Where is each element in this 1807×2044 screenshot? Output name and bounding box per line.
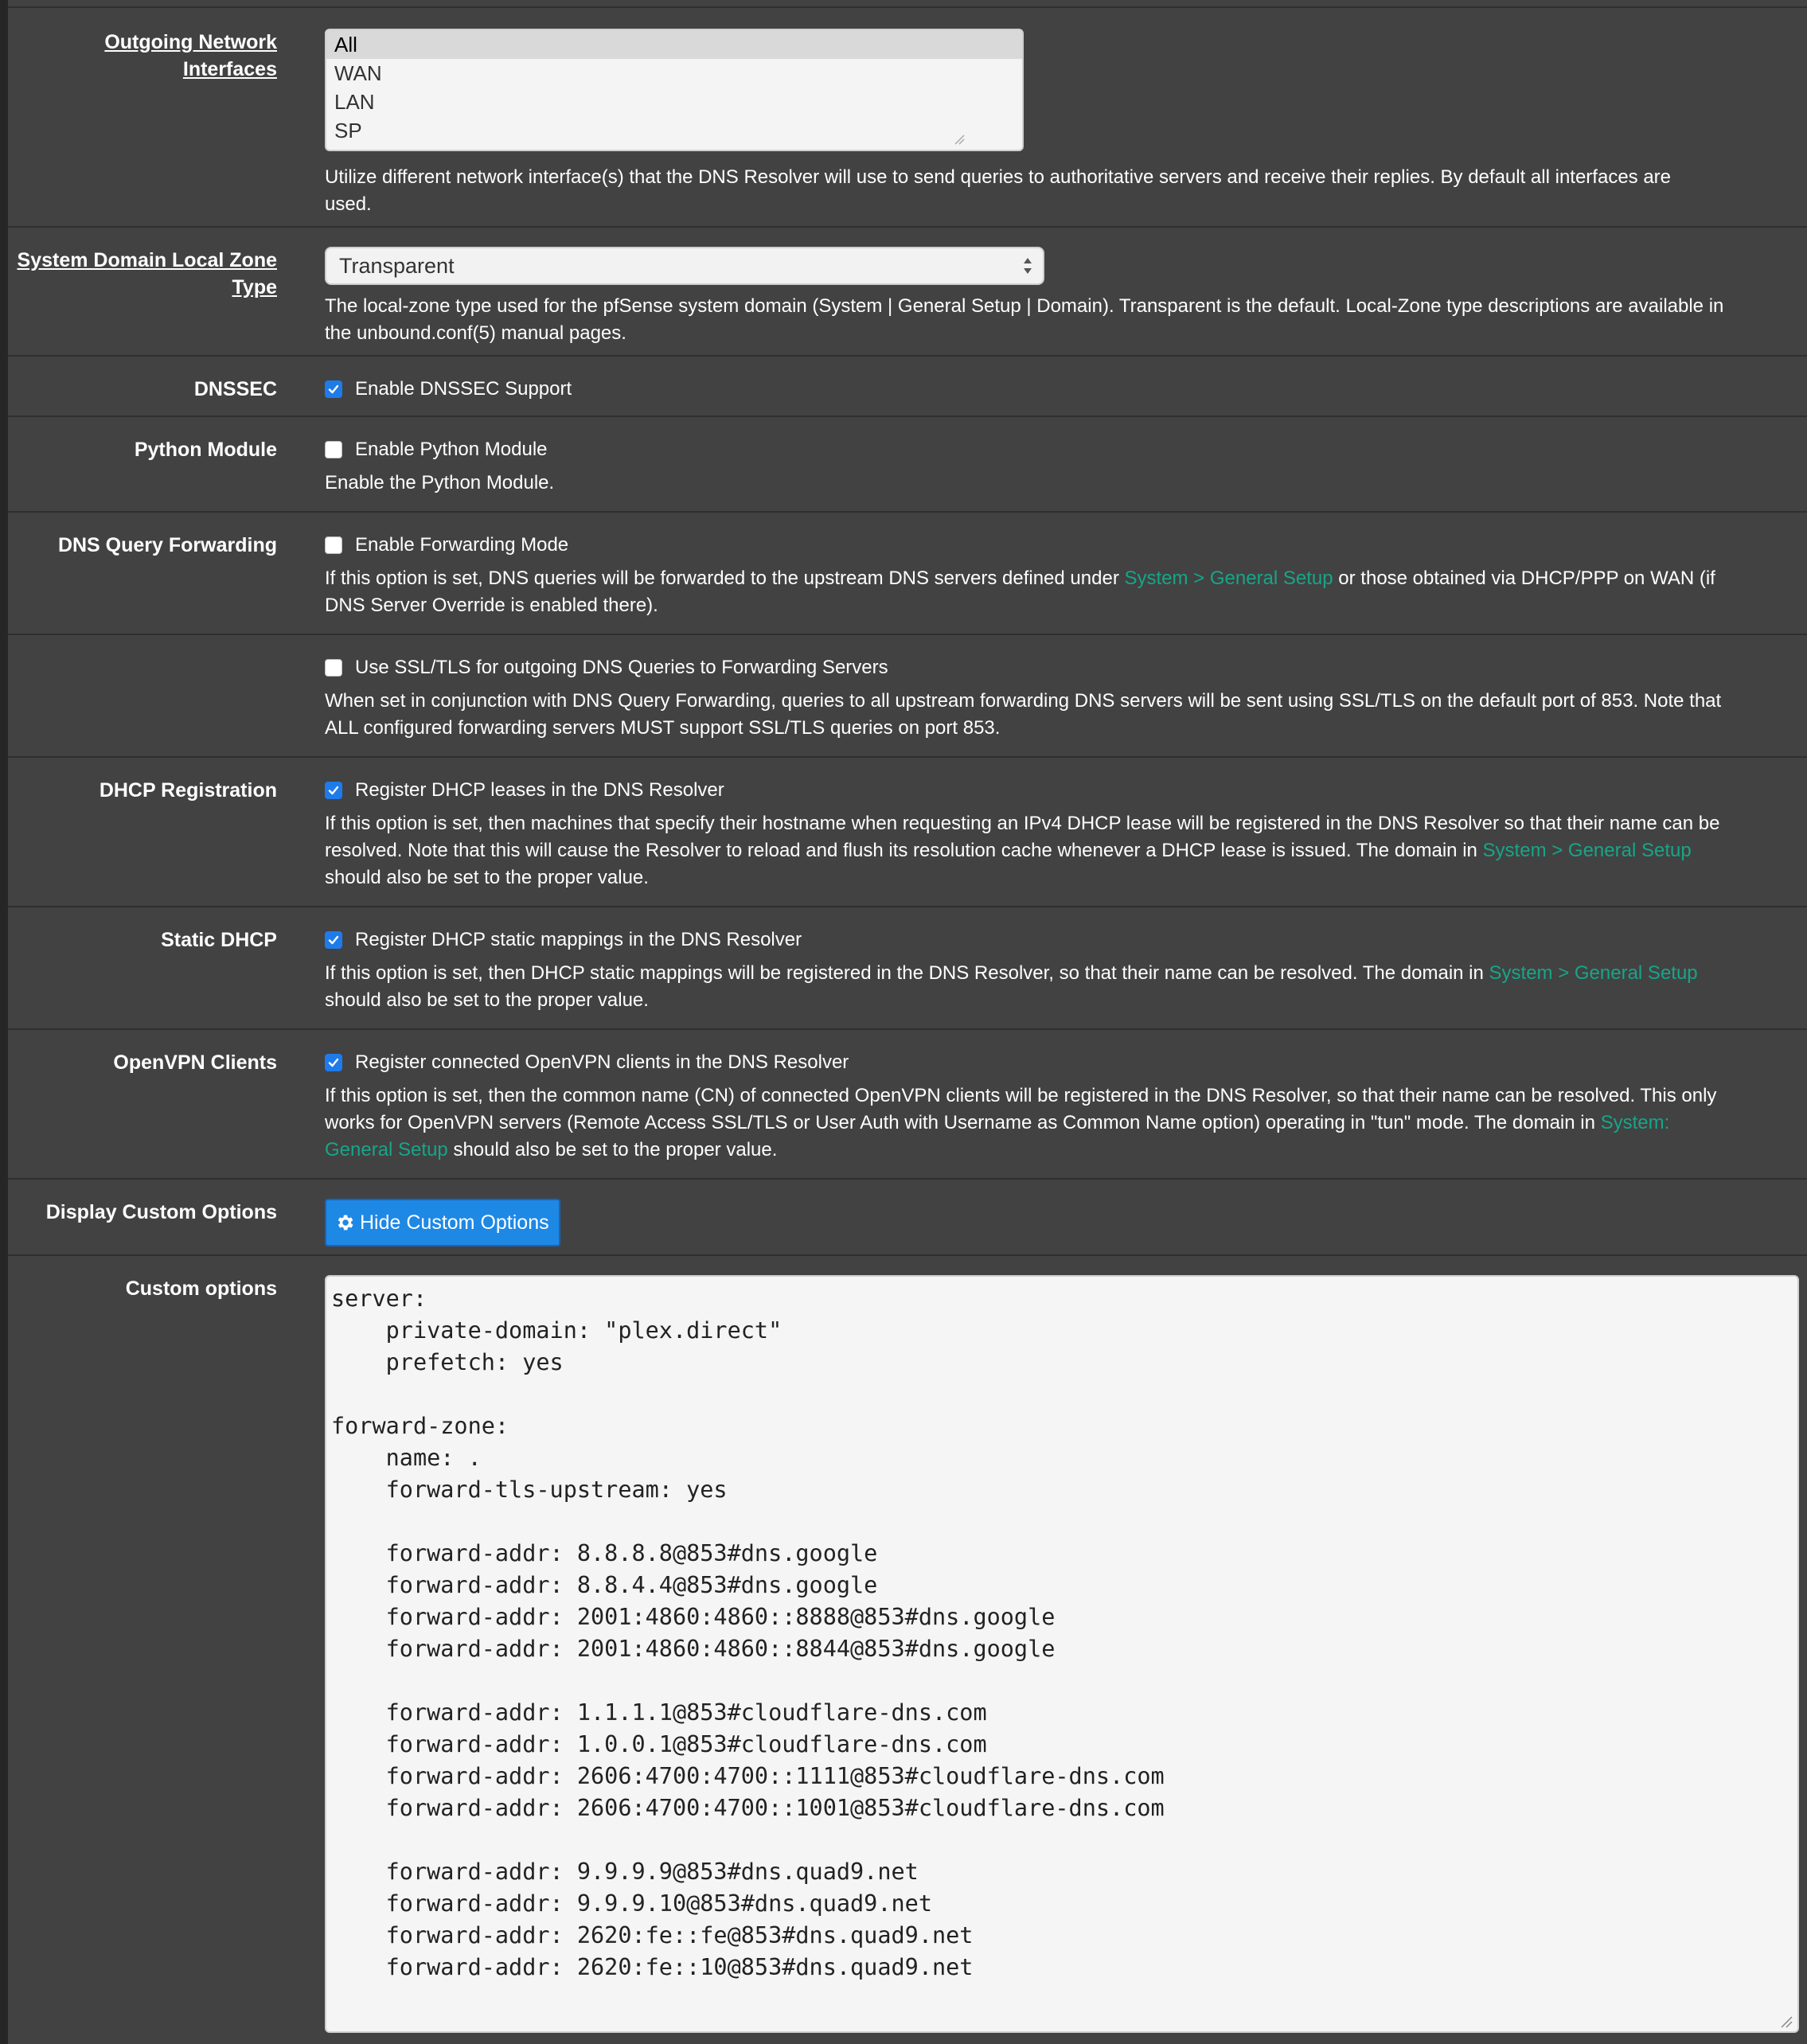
help-line: should also be set to the proper value. [325, 867, 649, 888]
hide-custom-options-button[interactable] [325, 1199, 560, 1246]
static-dhcp-help [325, 960, 1807, 1014]
openvpn-checkbox-label[interactable]: Register connected OpenVPN clients in the DNS Resolver [355, 1051, 849, 1073]
label-line: System Domain Local Zone [17, 249, 277, 271]
select-value: Transparent [339, 254, 455, 278]
help-text: or those obtained via DHCP/PPP on WAN (if [1333, 568, 1715, 589]
dnssec-checkbox-row[interactable] [325, 376, 1807, 403]
help-line [325, 960, 1807, 987]
help-line: used. [325, 193, 372, 215]
listbox-option-wan[interactable]: WAN [334, 61, 382, 85]
forwarding-help [325, 565, 1807, 619]
static-dhcp-checkbox-row[interactable] [325, 926, 1807, 954]
outgoing-interfaces-label[interactable] [104, 29, 277, 83]
python-module-help: Enable the Python Module. [325, 472, 555, 493]
general-setup-link[interactable]: System: [1600, 1112, 1670, 1133]
dhcp-reg-checkbox-row[interactable] [325, 777, 1807, 804]
help-line [325, 837, 1807, 864]
separator [8, 1178, 1807, 1180]
python-module-label: Python Module [134, 439, 277, 461]
check-icon [327, 1056, 340, 1069]
separator [8, 415, 1807, 417]
ssl-tls-checkbox[interactable] [325, 659, 342, 677]
openvpn-checkbox[interactable] [325, 1054, 342, 1071]
help-line [325, 565, 1807, 592]
help-text: works for OpenVPN servers (Remote Access SSL/TLS or User Auth with Username as Common Name option) operating in "tun" mode. The domain in [325, 1112, 1601, 1133]
button-label: Hide Custom Options [360, 1211, 549, 1234]
select-arrows-icon [1022, 255, 1033, 277]
help-line: If this option is set, then the common name (CN) of connected OpenVPN clients will be registered in the DNS Resolver, so that their name can be resolved. This only [325, 1085, 1717, 1106]
help-line: If this option is set, then machines that specify their hostname when requesting an IPv4 DHCP lease will be registered in the DNS Resolver so that their name can be [325, 813, 1720, 834]
static-dhcp-field [325, 926, 1807, 1014]
listbox-option-sp[interactable]: SP [334, 119, 362, 142]
check-icon [327, 784, 340, 797]
resize-grip-icon[interactable] [1780, 2015, 1793, 2028]
dnssec-checkbox[interactable] [325, 380, 342, 398]
separator [8, 906, 1807, 907]
openvpn-help [325, 1082, 1807, 1164]
dhcp-registration-field [325, 777, 1807, 891]
help-line [325, 1137, 1807, 1164]
python-checkbox-row[interactable] [325, 436, 1807, 463]
label-line: Interfaces [182, 58, 277, 80]
custom-options-textarea[interactable] [325, 1275, 1799, 2033]
label-line: Outgoing Network [104, 31, 277, 53]
dnssec-field [325, 376, 1807, 403]
check-icon [327, 383, 340, 396]
listbox-option-all[interactable]: All [326, 30, 1022, 59]
forwarding-checkbox-row[interactable] [325, 532, 1807, 559]
forwarding-checkbox[interactable] [325, 536, 342, 554]
gear-icon [334, 1212, 355, 1233]
help-line: DNS Server Override is enabled there). [325, 595, 658, 616]
python-checkbox[interactable] [325, 441, 342, 458]
separator [8, 226, 1807, 228]
dnssec-label: DNSSEC [193, 378, 277, 400]
local-zone-type-help [325, 293, 1807, 347]
help-line: When set in conjunction with DNS Query Forwarding, queries to all upstream forwarding DNS servers will be sent using SSL/TLS on the default port of 853. Note that [325, 690, 1722, 712]
local-zone-type-select[interactable] [325, 247, 1044, 285]
outgoing-interfaces-help [325, 164, 1807, 218]
ssl-tls-checkbox-label[interactable]: Use SSL/TLS for outgoing DNS Queries to Forwarding Servers [355, 657, 888, 678]
separator [8, 1254, 1807, 1256]
python-module-field [325, 436, 1807, 497]
local-zone-type-label[interactable] [18, 247, 277, 301]
help-text: If this option is set, DNS queries will be forwarded to the upstream DNS servers defined under [325, 568, 1125, 589]
dns-query-forwarding-label: DNS Query Forwarding [57, 534, 277, 556]
ssl-tls-field [325, 654, 1807, 742]
check-icon [327, 934, 340, 946]
separator [8, 355, 1807, 357]
help-text: resolved. Note that this will cause the Resolver to reload and flush its resolution cache whenever a DHCP lease is issued. The domain in [325, 840, 1483, 861]
dhcp-registration-label: DHCP Registration [99, 779, 277, 802]
help-line: The local-zone type used for the pfSense system domain (System | General Setup | Domain). Transparent is the default. Local-Zone type descriptions are available in [325, 295, 1724, 317]
display-custom-options-label: Display Custom Options [45, 1201, 277, 1223]
separator [8, 756, 1807, 758]
static-dhcp-checkbox[interactable] [325, 931, 342, 949]
separator [8, 6, 1807, 8]
separator [8, 511, 1807, 513]
dhcp-reg-checkbox[interactable] [325, 782, 342, 799]
forwarding-checkbox-label[interactable]: Enable Forwarding Mode [355, 534, 569, 556]
help-line: should also be set to the proper value. [325, 989, 649, 1011]
custom-options-text: server: private-domain: "plex.direct" prefetch: yes forward-zone: name: . forward-tls-upstream: yes forward-addr: 8.8.8.8@853#dns.google forward-addr: 8.8.4.4@853#dns.google forward-addr: 2001:4860:4860::8888@853#dns.google forward-addr: 2001:4860:4860::8844@853#dns.google forward-addr: 1.1.1.1@853#cloudflare-dns.com forward-addr: 1.0.0.1@853#cloudflare-dns.com forward-addr: 2606:4700:4700::1111@853#cloudflare-dns.com forward-addr: 2606:4700:4700::1001@853#cloudflare-dns.com forward-addr: 9.9.9.9@853#dns.quad9.net forward-addr: 9.9.9.10@853#dns.quad9.net forward-addr: 2620:fe::fe@853#dns.quad9.net forward-addr: 2620:fe::10@853#dns.quad9.net [331, 1285, 1165, 1980]
separator [8, 634, 1807, 635]
general-setup-link[interactable]: System > General Setup [1124, 568, 1333, 589]
openvpn-clients-field [325, 1049, 1807, 1164]
listbox-option-lan[interactable]: LAN [334, 90, 375, 114]
general-setup-link[interactable]: General Setup [325, 1139, 448, 1160]
dhcp-registration-help [325, 810, 1807, 891]
ssl-tls-help [325, 688, 1807, 742]
help-text: If this option is set, then DHCP static mappings will be registered in the DNS Resolver, so that their name can be resolved. The domain in [325, 962, 1489, 984]
static-dhcp-label: Static DHCP [161, 929, 277, 951]
python-checkbox-label[interactable]: Enable Python Module [355, 439, 548, 460]
separator [8, 1028, 1807, 1030]
general-setup-link[interactable]: System > General Setup [1482, 840, 1692, 861]
resize-grip-icon[interactable] [954, 134, 965, 145]
help-line: the unbound.conf(5) manual pages. [325, 322, 626, 344]
dnssec-checkbox-label[interactable]: Enable DNSSEC Support [355, 378, 572, 400]
openvpn-checkbox-row[interactable] [325, 1049, 1807, 1076]
left-edge [0, 0, 8, 2044]
help-text: should also be set to the proper value. [447, 1139, 778, 1160]
ssl-tls-checkbox-row[interactable] [325, 654, 1807, 681]
label-line: Type [232, 276, 277, 298]
static-dhcp-checkbox-label[interactable]: Register DHCP static mappings in the DNS Resolver [355, 929, 802, 950]
custom-options-label: Custom options [125, 1278, 277, 1300]
general-setup-link[interactable]: System > General Setup [1489, 962, 1698, 984]
outgoing-interfaces-listbox[interactable] [325, 29, 1024, 151]
dhcp-reg-checkbox-label[interactable]: Register DHCP leases in the DNS Resolver [355, 779, 724, 801]
openvpn-clients-label: OpenVPN Clients [113, 1051, 277, 1074]
help-line: ALL configured forwarding servers MUST support SSL/TLS queries on port 853. [325, 717, 1001, 739]
help-line: Utilize different network interface(s) that the DNS Resolver will use to send queries to authoritative servers and receive their replies. By default all interfaces are [325, 166, 1672, 188]
dns-query-forwarding-field [325, 532, 1807, 619]
help-line [325, 1110, 1807, 1137]
